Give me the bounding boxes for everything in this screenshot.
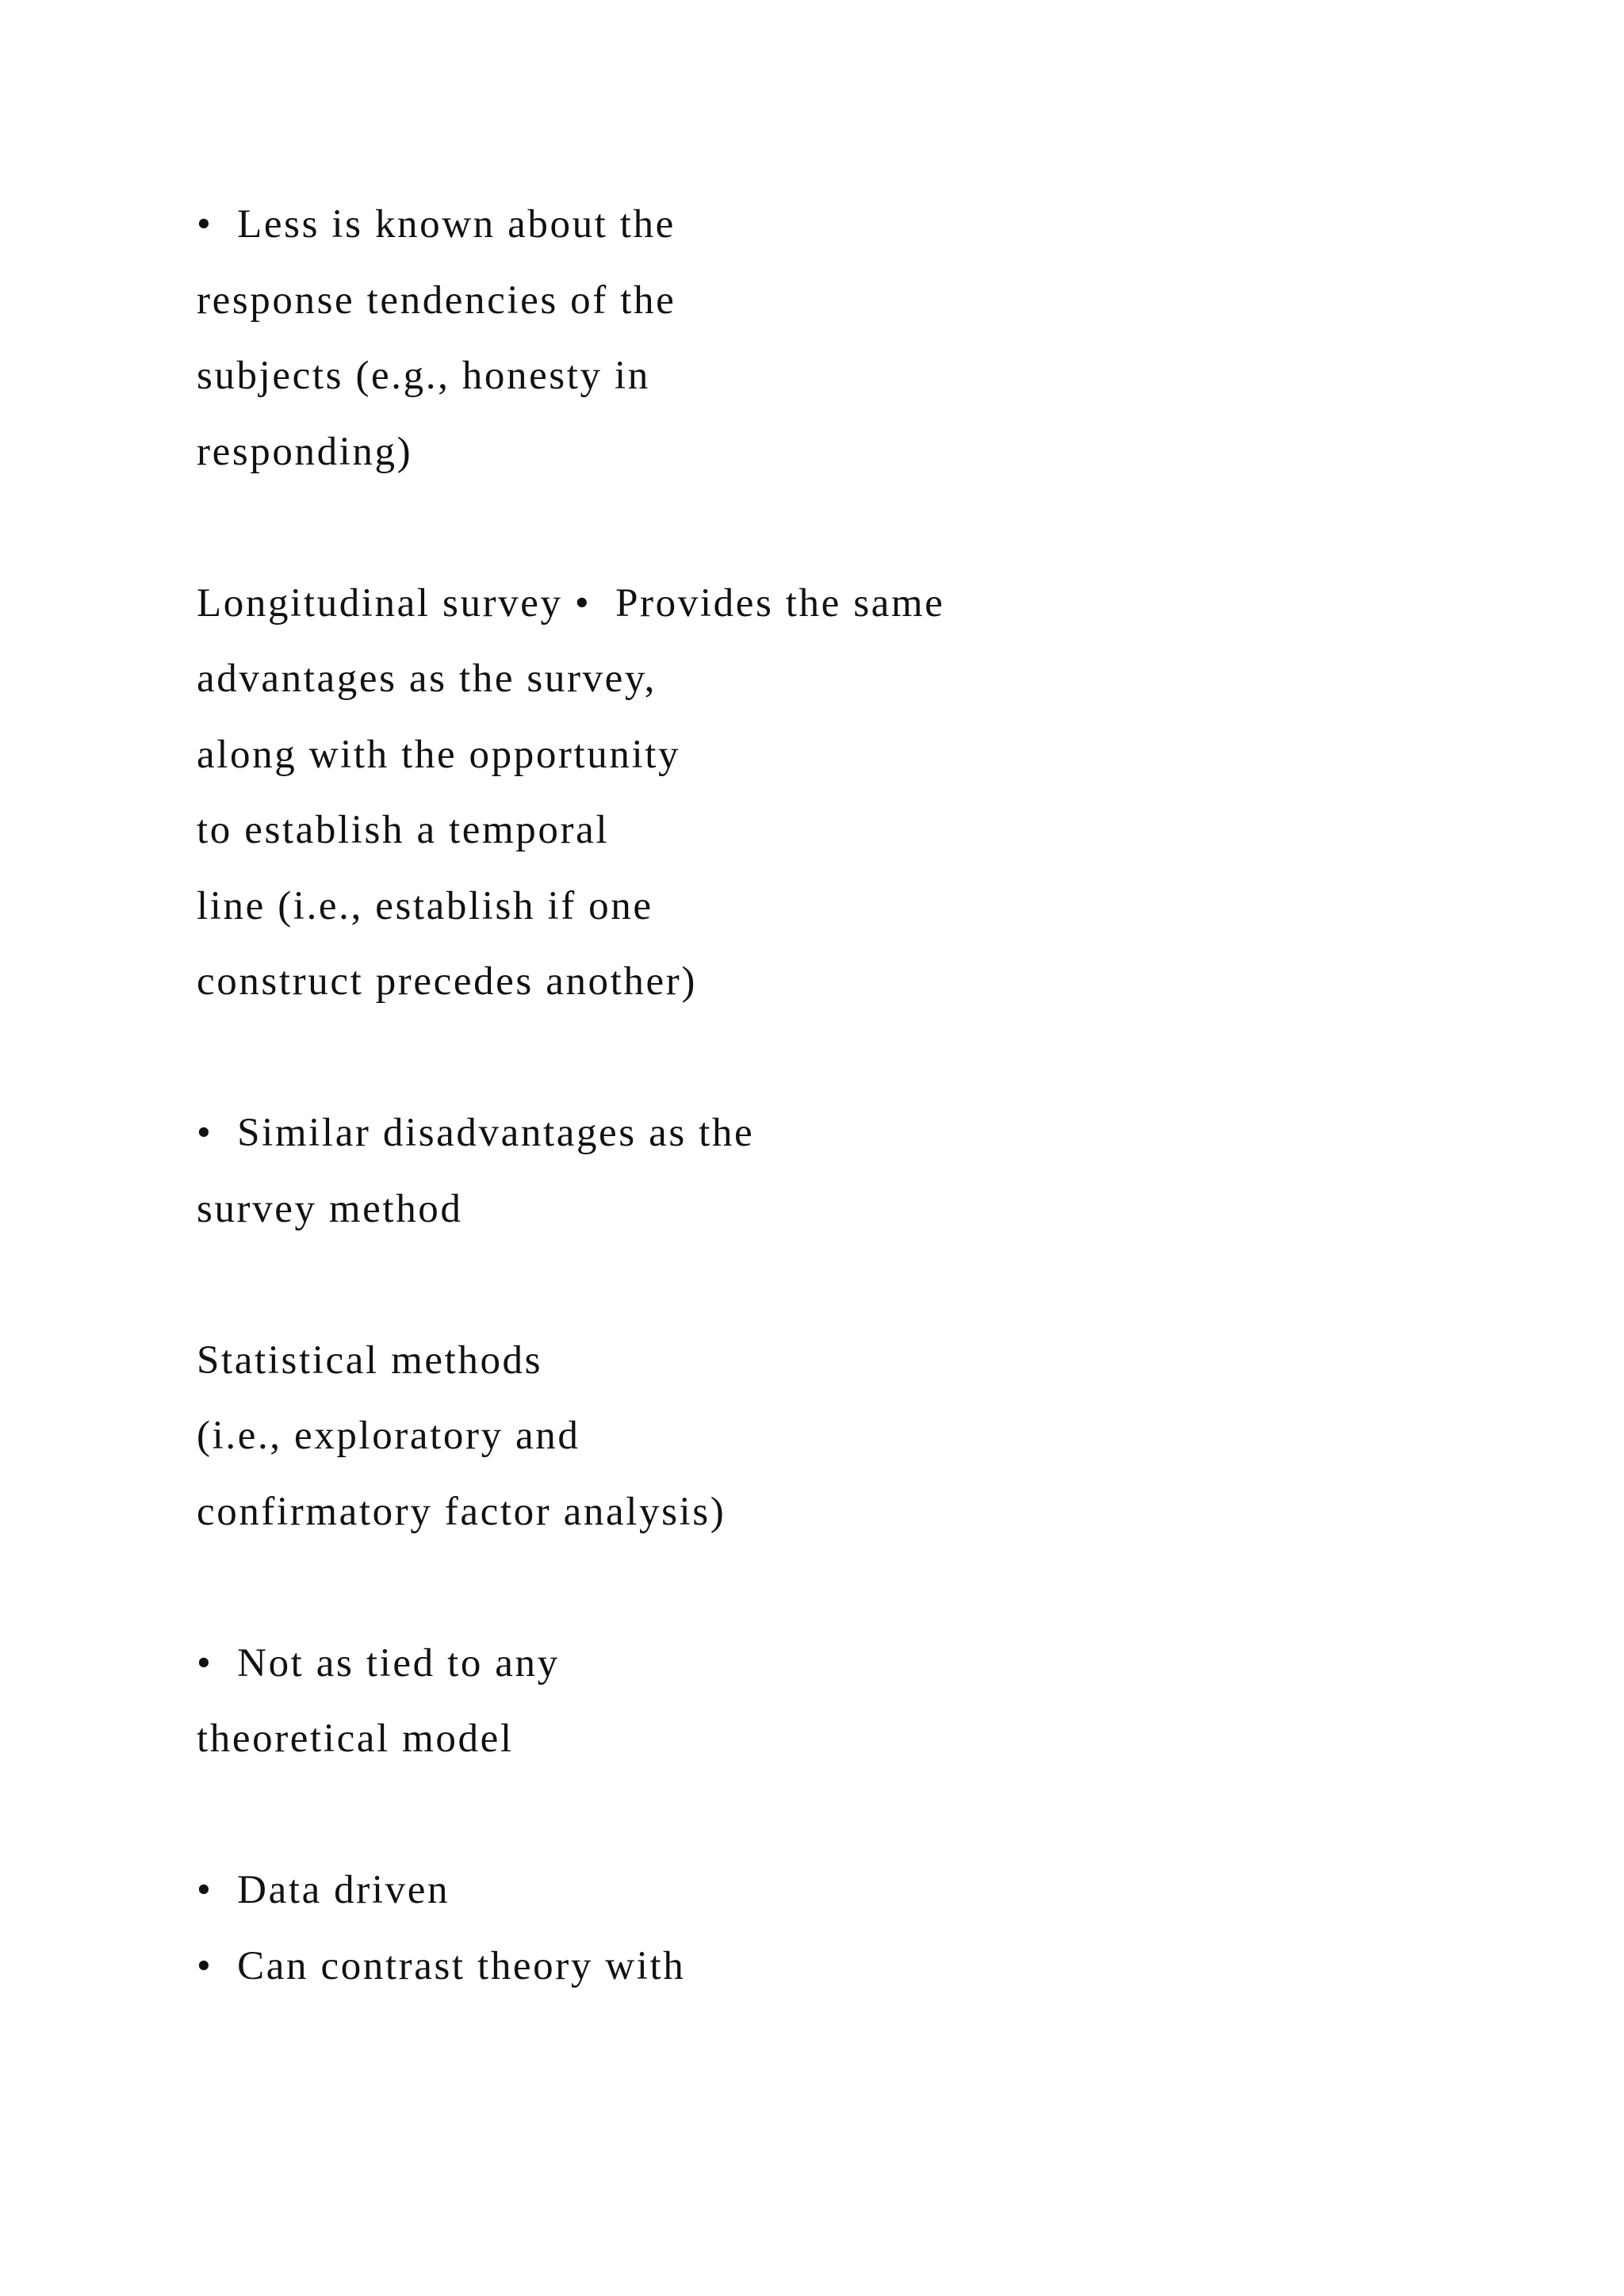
text-line: confirmatory factor analysis)	[197, 1489, 726, 1534]
text-line: (i.e., exploratory and	[197, 1414, 580, 1458]
text-line: construct precedes another)	[197, 959, 697, 1004]
text-line: survey method	[197, 1186, 463, 1231]
blank-line	[197, 1020, 1434, 1096]
text-line: • Data driven	[197, 1868, 450, 1912]
text-line: • Can contrast theory with	[197, 1943, 686, 1988]
blank-line	[197, 1247, 1434, 1323]
document-body	[197, 187, 1434, 2004]
text-line: subjects (e.g., honesty in	[197, 354, 650, 398]
text-line: advantages as the survey,	[197, 656, 657, 701]
text-line: responding)	[197, 429, 413, 474]
text-line: to establish a temporal	[197, 808, 610, 852]
blank-line	[197, 490, 1434, 566]
text-line: along with the opportunity	[197, 732, 681, 777]
text-line: • Not as tied to any	[197, 1640, 560, 1686]
blank-line	[197, 1550, 1434, 1626]
text-line: • Less is known about the	[197, 202, 676, 247]
text-line: line (i.e., establish if one	[197, 883, 653, 928]
text-line: • Similar disadvantages as the	[197, 1111, 755, 1155]
blank-line	[197, 1777, 1434, 1854]
text-line: response tendencies of the	[197, 277, 676, 323]
text-line: Longitudinal survey • Provides the same	[197, 580, 945, 626]
text-line: Statistical methods	[197, 1337, 543, 1383]
text-line: theoretical model	[197, 1716, 514, 1761]
